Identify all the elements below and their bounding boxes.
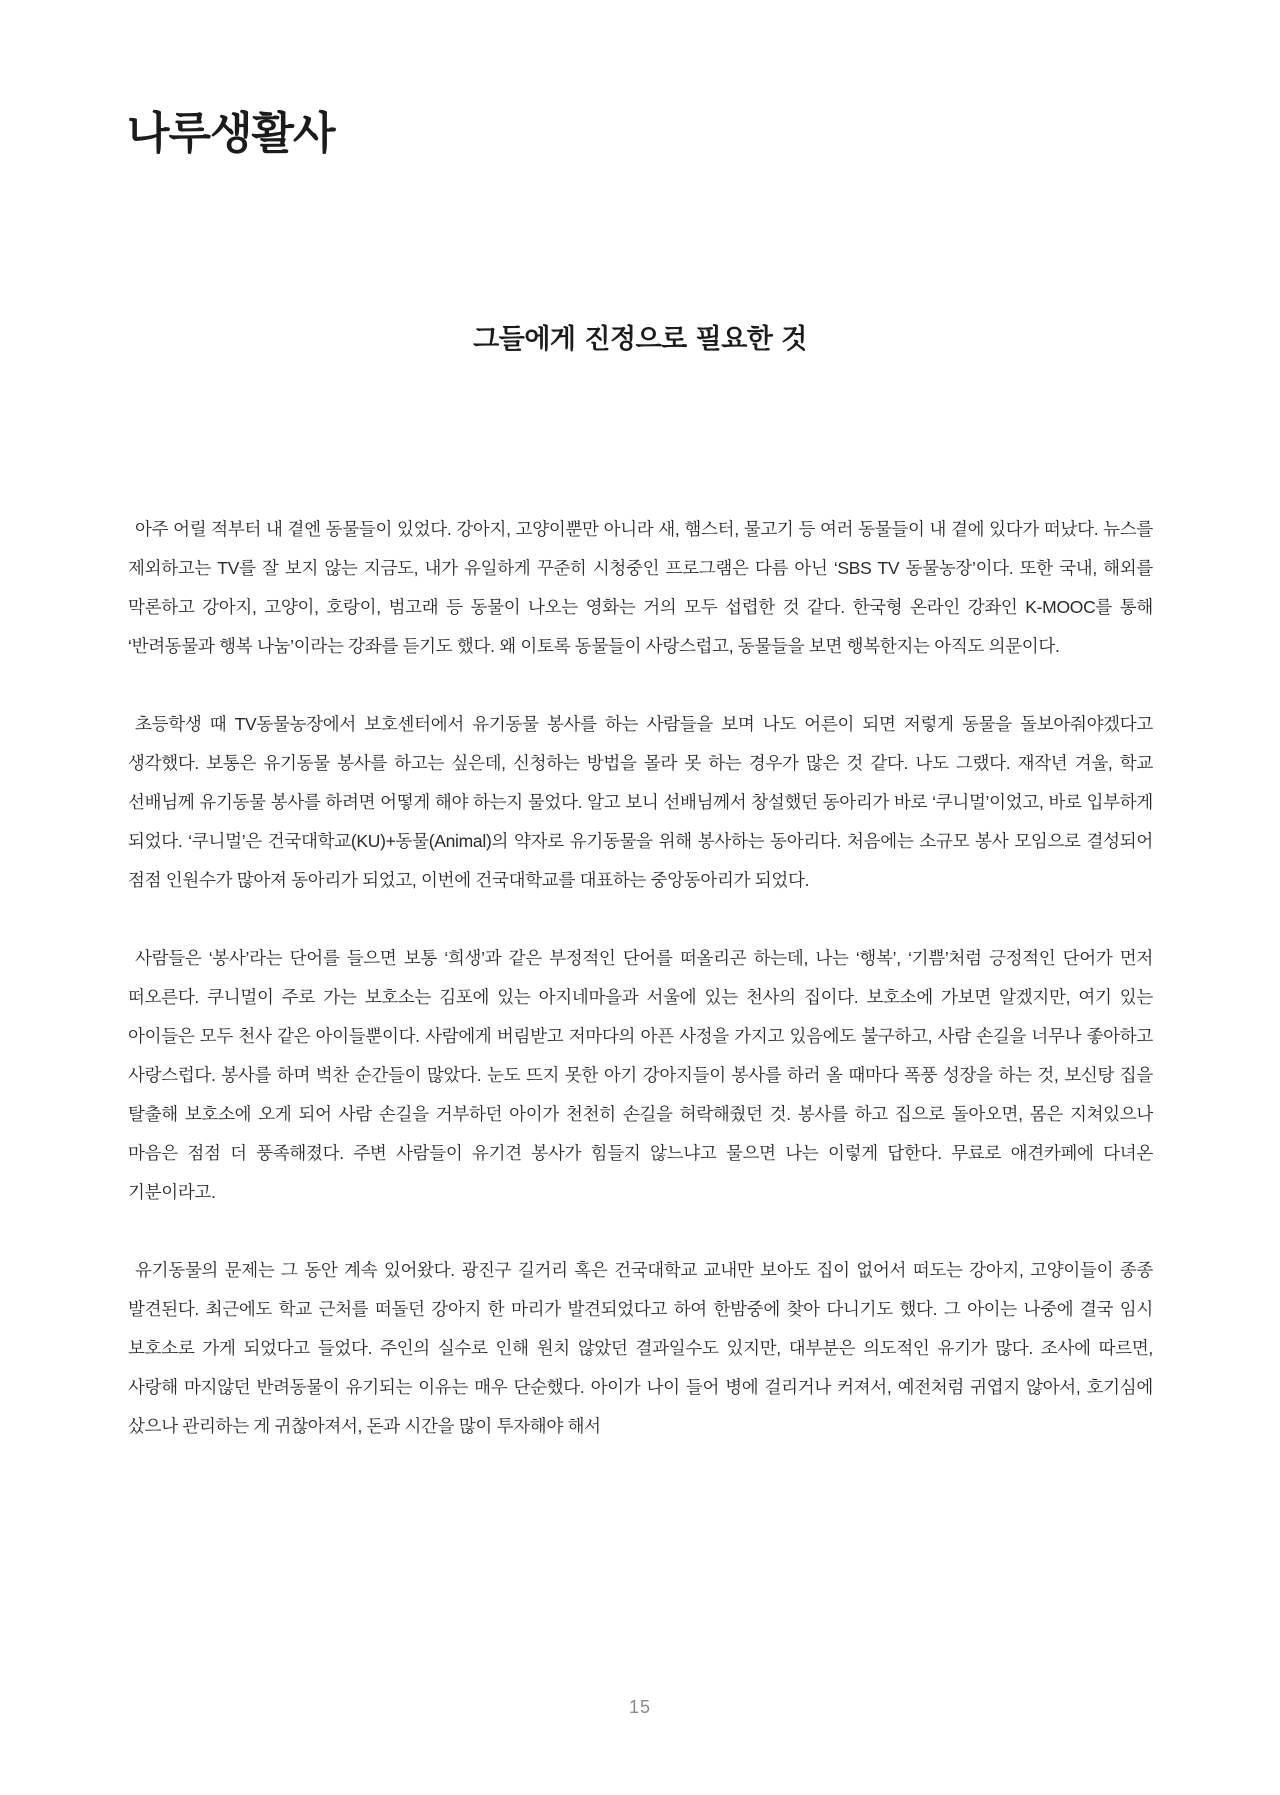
section-title: 나루생활사 bbox=[127, 108, 335, 159]
paragraph-1: 아주 어릴 적부터 내 곁엔 동물들이 있었다. 강아지, 고양이뿐만 아니라 새, 햄스터, 물고기 등 여러 동물들이 내 곁에 있다가 떠났다. 뉴스를 제외하고는 TV를 잘 보지 않는 지금도, 내가 유일하게 꾸준히 시청중인 프로그램은 다름 아닌 ‘SBS TV 동물농장’이다. 또한 국내, 해외를 막론하고 강아지, 고양이, 호랑이, 범고래 등 동물이 나오는 영화는 거의 모두 섭렵한 것 같다. 한국형 온라인 강좌인 K-MOOC를 통해 ‘반려동물과 행복 나눔’이라는 강좌를 듣기도 했다. 왜 이토록 동물들이 사랑스럽고, 동물들을 보면 행복한지는 아직도 의문이다. bbox=[128, 519, 1153, 656]
paragraph-4: 유기동물의 문제는 그 동안 계속 있어왔다. 광진구 길거리 혹은 건국대학교 교내만 보아도 집이 없어서 떠도는 강아지, 고양이들이 종종 발견된다. 최근에도 학교 근처를 떠돌던 강아지 한 마리가 발견되었다고 하여 한밤중에 찾아 다니기도 했다. 그 아이는 나중에 결국 임시 보호소로 가게 되었다고 들었다. 주인의 실수로 인해 원치 않았던 결과일수도 있지만, 대부분은 의도적인 유기가 많다. 조사에 따르면, 사랑해 마지않던 반려동물이 유기되는 이유는 매우 단순했다. 아이가 나이 들어 병에 걸리거나 커져서, 예전처럼 귀엽지 않아서, 호기심에 샀으나 관리하는 게 귀찮아져서, 돈과 시간을 많이 투자해야 해서 bbox=[128, 1260, 1153, 1436]
article-title: 그들에게 진정으로 필요한 것 bbox=[473, 324, 807, 355]
paragraph-3: 사람들은 ‘봉사’라는 단어를 들으면 보통 ‘희생’과 같은 부정적인 단어를 떠올리곤 하는데, 나는 ‘행복’, ‘기쁨’처럼 긍정적인 단어가 먼저 떠오른다. 쿠니멀이 주로 가는 보호소는 김포에 있는 아지네마을과 서울에 있는 천사의 집이다. 보호소에 가보면 알겠지만, 여기 있는 아이들은 모두 천사 같은 아이들뿐이다. 사람에게 버림받고 저마다의 아픈 사정을 가지고 있음에도 불구하고, 사람 손길을 너무나 좋아하고 사랑스럽다. 봉사를 하며 벅찬 순간들이 많았다. 눈도 뜨지 못한 아기 강아지들이 봉사를 하러 올 때마다 폭풍 성장을 하는 것, 보신탕 집을 탈출해 보호소에 오게 되어 사람 손길을 거부하던 아이가 천천히 손길을 허락해줬던 것. 봉사를 하고 집으로 돌아오면, 몸은 지쳐있으나 마음은 점점 더 풍족해졌다. 주변 사람들이 유기견 봉사가 힘들지 않느냐고 물으면 나는 이렇게 답한다. 무료로 애견카페에 다녀온 기분이라고. bbox=[128, 948, 1153, 1202]
article-body bbox=[128, 510, 1153, 1485]
paragraph-2: 초등학생 때 TV동물농장에서 보호센터에서 유기동물 봉사를 하는 사람들을 보며 나도 어른이 되면 저렇게 동물을 돌보아줘야겠다고 생각했다. 보통은 유기동물 봉사를 하고는 싶은데, 신청하는 방법을 몰라 못 하는 경우가 많은 것 같다. 나도 그랬다. 재작년 겨울, 학교 선배님께 유기동물 봉사를 하려면 어떻게 해야 하는지 물었다. 알고 보니 선배님께서 창설했던 동아리가 바로 ‘쿠니멀’이었고, 바로 입부하게 되었다. ‘쿠니멀’은 건국대학교(KU)+동물(Animal)의 약자로 유기동물을 위해 봉사하는 동아리다. 처음에는 소규모 봉사 모임으로 결성되어 점점 인원수가 많아져 동아리가 되었고, 이번에 건국대학교를 대표하는 중앙동아리가 되었다. bbox=[128, 714, 1153, 890]
page-number: 15 bbox=[628, 1697, 652, 1717]
